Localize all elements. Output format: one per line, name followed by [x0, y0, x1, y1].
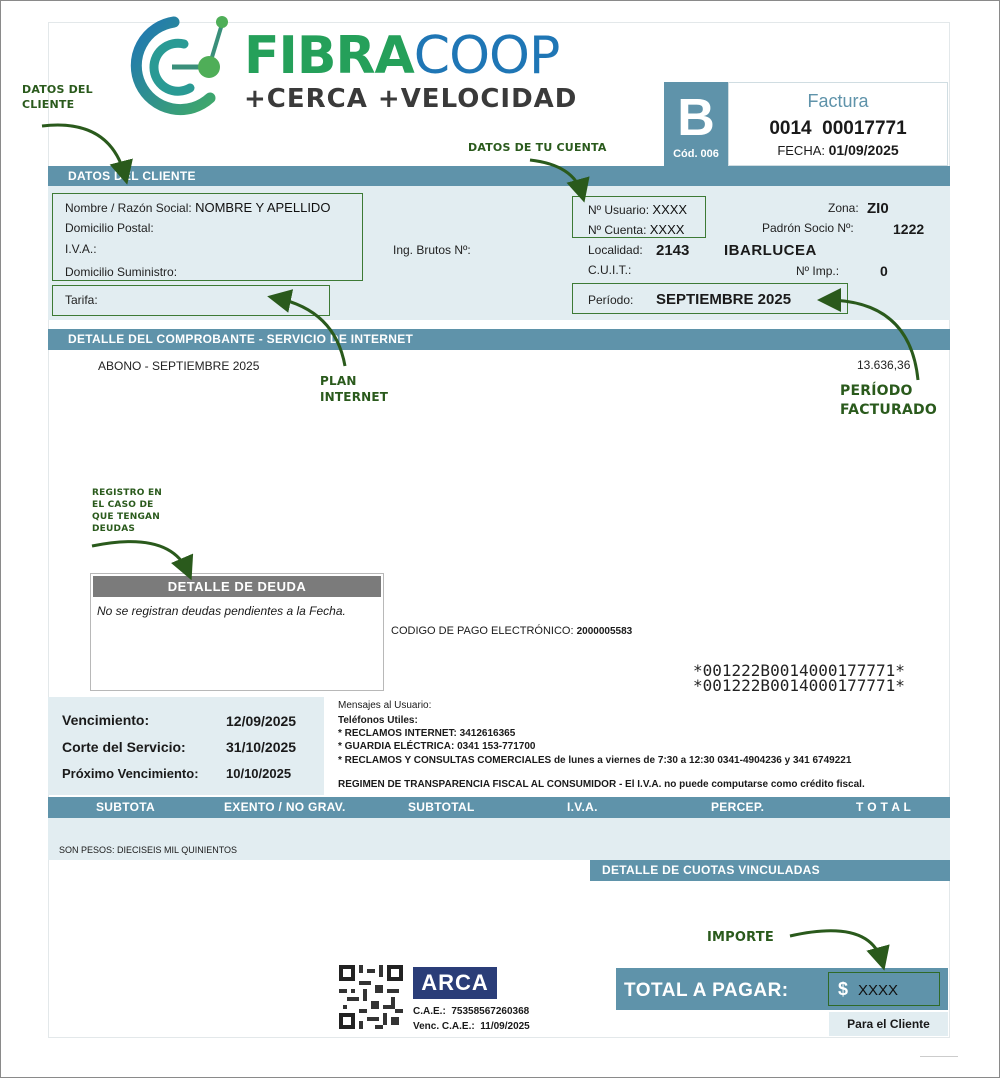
totals-col-2: EXENTO / NO GRAV. [224, 800, 346, 814]
arca-logo: ARCA [413, 967, 497, 999]
annotation-account-data: DATOS DE TU CUENTA [468, 141, 607, 154]
client-name-label: Nombre / Razón Social: [65, 201, 192, 215]
total-value: XXXX [858, 982, 899, 999]
footer-divider [920, 1056, 958, 1057]
debt-text: No se registran deudas pendientes a la Fecha. [97, 604, 346, 618]
arrow-debt [92, 542, 188, 572]
gross-income-label: Ing. Brutos Nº: [393, 243, 471, 257]
messages-line-3: * RECLAMOS Y CONSULTAS COMERCIALES de lunes a viernes de 7:30 a 12:30 0341-4904236 y 341 6749221 [338, 755, 852, 766]
period-label: Período: [588, 293, 634, 307]
annotation-plan: PLAN INTERNET [320, 374, 389, 404]
user-number-label: Nº Usuario: [588, 203, 650, 217]
invoice-title: Factura [807, 91, 869, 111]
barcode-line-1: *001222B0014000177771* [693, 661, 905, 680]
arrow-account-data [530, 160, 582, 194]
arrow-client-data [42, 125, 125, 176]
fiscal-regime: REGIMEN DE TRANSPARENCIA FISCAL AL CONSUMIDOR - El I.V.A. no puede computarse como crédito fiscal. [338, 779, 865, 790]
period-value: SEPTIEMBRE 2025 [656, 291, 792, 308]
cae-value: 75358567260368 [451, 1006, 530, 1017]
installments-header: DETALLE DE CUOTAS VINCULADAS [590, 860, 950, 881]
cae-label: C.A.E.: [413, 1006, 446, 1017]
brand-name-coop: COOP [413, 26, 560, 86]
totals-col-6: T O T A L [856, 800, 912, 814]
payment-code-value: 2000005583 [576, 626, 633, 637]
account-number-value: XXXX [649, 222, 685, 237]
total-label: TOTAL A PAGAR: [624, 980, 789, 1001]
partner-value: 1222 [893, 221, 925, 237]
barcode-line-2: *001222B0014000177771* [693, 676, 905, 695]
locality-code: 2143 [656, 242, 690, 259]
totals-col-1: SUBTOTA [96, 800, 155, 814]
client-postal-label: Domicilio Postal: [65, 221, 154, 235]
client-iva-label: I.V.A.: [65, 242, 97, 256]
debt-header: DETALLE DE DEUDA [93, 576, 381, 597]
payment-code-label: CODIGO DE PAGO ELECTRÓNICO: [391, 625, 574, 637]
arrow-period [826, 300, 918, 380]
account-number-label: Nº Cuenta: [588, 223, 647, 237]
due-value: 12/09/2025 [226, 713, 297, 729]
client-name-value: NOMBRE Y APELLIDO [195, 200, 331, 215]
son-pesos: SON PESOS: DIECISEIS MIL QUINIENTOS [59, 845, 238, 855]
totals-col-3: SUBTOTAL [408, 800, 475, 814]
messages-title: Mensajes al Usuario: [338, 700, 432, 711]
locality-label: Localidad: [588, 243, 643, 257]
annotation-client-data: DATOS DEL CLIENTE [22, 83, 93, 111]
zone-value: ZI0 [867, 200, 889, 217]
client-supply-label: Domicilio Suministro: [65, 265, 178, 279]
annotation-amount: IMPORTE [707, 930, 774, 945]
totals-col-4: I.V.A. [567, 800, 598, 814]
arrow-plan [276, 298, 345, 366]
cut-label: Corte del Servicio: [62, 739, 186, 755]
cuit-label: C.U.I.T.: [588, 263, 632, 277]
cut-value: 31/10/2025 [226, 739, 297, 755]
annotation-period: PERÍODO FACTURADO [840, 383, 937, 418]
detail-section-header: DETALLE DEL COMPROBANTE - SERVICIO DE INTERNET [48, 329, 950, 350]
next-due-label: Próximo Vencimiento: [62, 766, 199, 781]
client-copy-label: Para el Cliente [829, 1012, 948, 1036]
invoice-code: Cód. 006 [673, 148, 719, 160]
cae-due-value: 11/09/2025 [480, 1021, 530, 1032]
next-due-value: 10/10/2025 [226, 766, 292, 781]
item-description: ABONO - SEPTIEMBRE 2025 [98, 359, 260, 373]
item-amount: 13.636,36 [857, 358, 911, 372]
client-tariff-label: Tarifa: [65, 293, 98, 307]
annotation-debt: REGISTRO EN EL CASO DE QUE TENGAN DEUDAS [92, 488, 163, 534]
client-section-header: DATOS DEL CLIENTE [48, 166, 950, 186]
invoice-letter: B [677, 89, 715, 147]
user-number-value: XXXX [652, 202, 688, 217]
brand-name-fibra: FIBRA [244, 26, 414, 86]
messages-line-1: * RECLAMOS INTERNET: 3412616365 [338, 728, 516, 739]
invoice-date-label: FECHA: [777, 143, 825, 158]
imp-label: Nº Imp.: [796, 264, 840, 278]
imp-value: 0 [880, 263, 888, 279]
messages-phones: Teléfonos Utiles: [338, 715, 418, 726]
invoice-number: 0014 00017771 [769, 118, 907, 139]
arrow-amount [790, 931, 882, 962]
invoice-date: 01/09/2025 [828, 142, 899, 158]
zone-label: Zona: [828, 201, 859, 215]
partner-label: Padrón Socio Nº: [762, 221, 854, 235]
due-label: Vencimiento: [62, 712, 150, 728]
messages-line-2: * GUARDIA ELÉCTRICA: 0341 153-771700 [338, 741, 536, 752]
total-currency: $ [838, 979, 849, 999]
totals-col-5: PERCEP. [711, 800, 765, 814]
brand-tagline: +CERCA +VELOCIDAD [244, 84, 578, 114]
locality-name: IBARLUCEA [724, 242, 817, 259]
cae-due-label: Venc. C.A.E.: [413, 1021, 475, 1032]
